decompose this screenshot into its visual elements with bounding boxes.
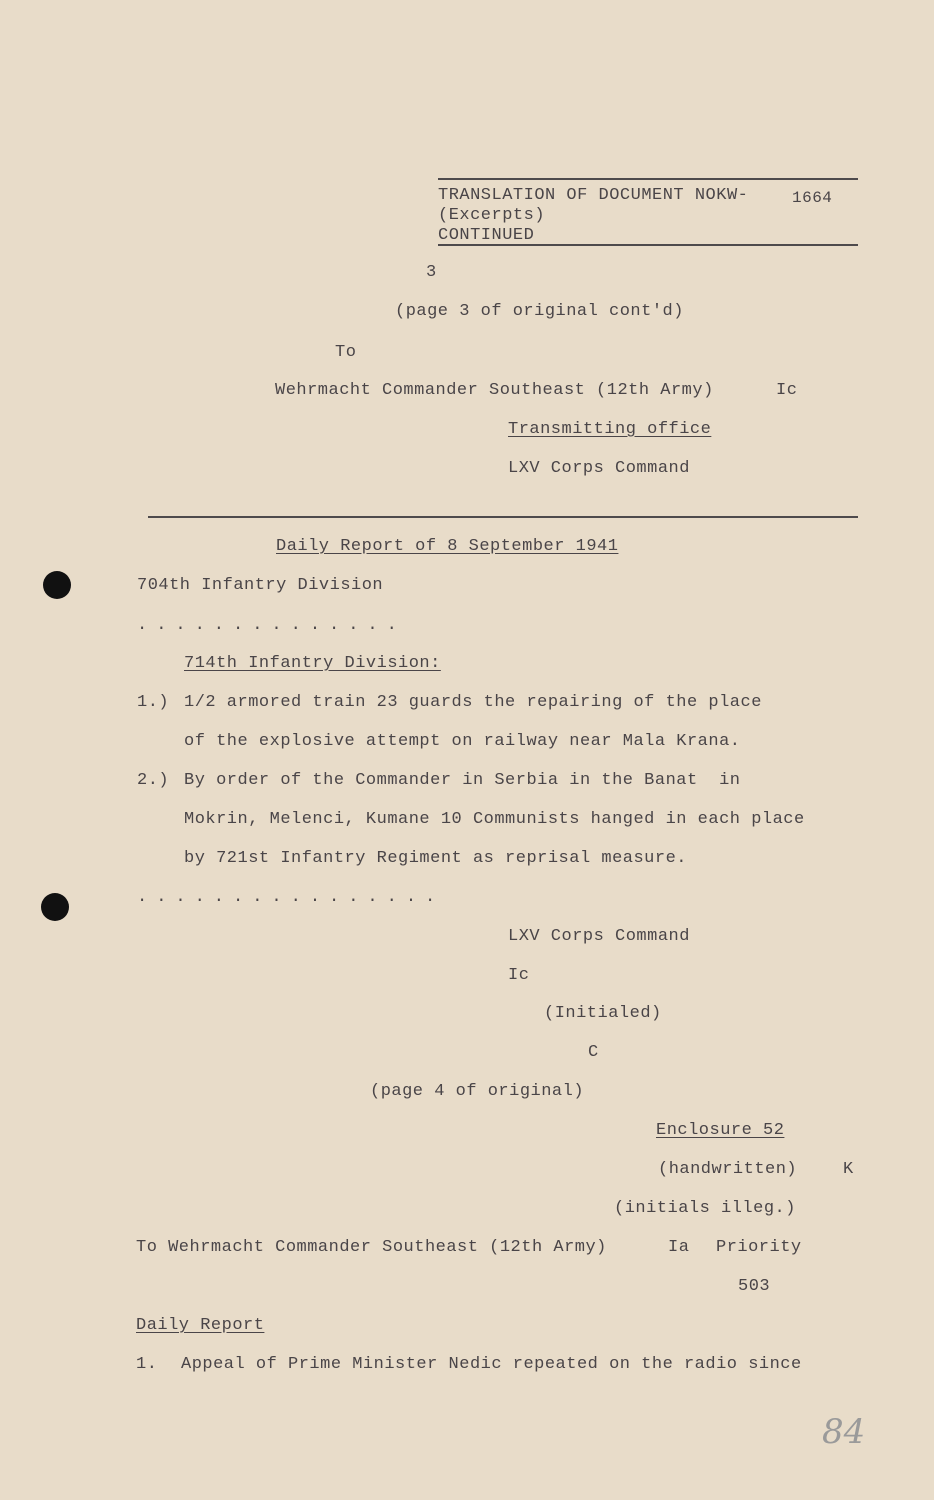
signature-section: Ic [508, 966, 530, 985]
item-2-line-2: Mokrin, Melenci, Kumane 10 Communists hanged in each place [184, 810, 805, 829]
page4-note: (page 4 of original) [370, 1082, 585, 1101]
recipient-1: Wehrmacht Commander Southeast (12th Army) [275, 381, 714, 400]
header-continued: CONTINUED [438, 226, 535, 245]
page-marker: 3 [426, 263, 437, 282]
division-704: 704th Infantry Division [137, 576, 384, 595]
item-1-number: 1.) [137, 693, 170, 712]
omission-dots-2: ................ [137, 888, 445, 907]
signature-initialed: (Initialed) [544, 1004, 662, 1023]
punch-hole-bottom [41, 893, 69, 921]
report-2-title: Daily Report [136, 1316, 265, 1335]
header-excerpts: (Excerpts) [438, 206, 546, 225]
item-1-line-1: 1/2 armored train 23 guards the repairing of the place [184, 693, 762, 712]
transmitting-office: Transmitting office [508, 420, 712, 439]
enclosure-label: Enclosure 52 [656, 1121, 785, 1140]
paragraph-1-number: 1. [136, 1355, 158, 1374]
header-rule-bottom [438, 244, 858, 246]
recipient-1-section: Ic [776, 381, 798, 400]
to-label: To [335, 343, 357, 362]
item-1-line-2: of the explosive attempt on railway near Mala Krana. [184, 732, 741, 751]
division-714: 714th Infantry Division: [184, 654, 441, 673]
handwritten-k: K [843, 1160, 854, 1179]
signature-letter: C [588, 1043, 599, 1062]
section-divider [148, 516, 858, 518]
header-title: TRANSLATION OF DOCUMENT NOKW- [438, 186, 749, 205]
handwritten-note: (handwritten) [658, 1160, 798, 1179]
recipient-2-section: Ia [668, 1238, 690, 1257]
item-2-line-1: By order of the Commander in Serbia in the Banat in [184, 771, 741, 790]
page3-note: (page 3 of original cont'd) [395, 302, 684, 321]
paragraph-1-text: Appeal of Prime Minister Nedic repeated on the radio since [181, 1355, 802, 1374]
recipient-2: To Wehrmacht Commander Southeast (12th Army) [136, 1238, 607, 1257]
signature-unit: LXV Corps Command [508, 927, 690, 946]
sender-1: LXV Corps Command [508, 459, 690, 478]
item-2-line-3: by 721st Infantry Regiment as reprisal measure. [184, 849, 687, 868]
report-1-title: Daily Report of 8 September 1941 [276, 537, 619, 556]
document-number: 1664 [792, 189, 833, 207]
header-rule-top [438, 178, 858, 180]
initials-note: (initials illeg.) [614, 1199, 796, 1218]
omission-dots-1: .............. [137, 616, 406, 635]
punch-hole-top [43, 571, 71, 599]
item-2-number: 2.) [137, 771, 170, 790]
handwritten-page-number: 84 [822, 1412, 866, 1452]
priority-number: 503 [738, 1277, 771, 1296]
priority-label: Priority [716, 1238, 802, 1257]
